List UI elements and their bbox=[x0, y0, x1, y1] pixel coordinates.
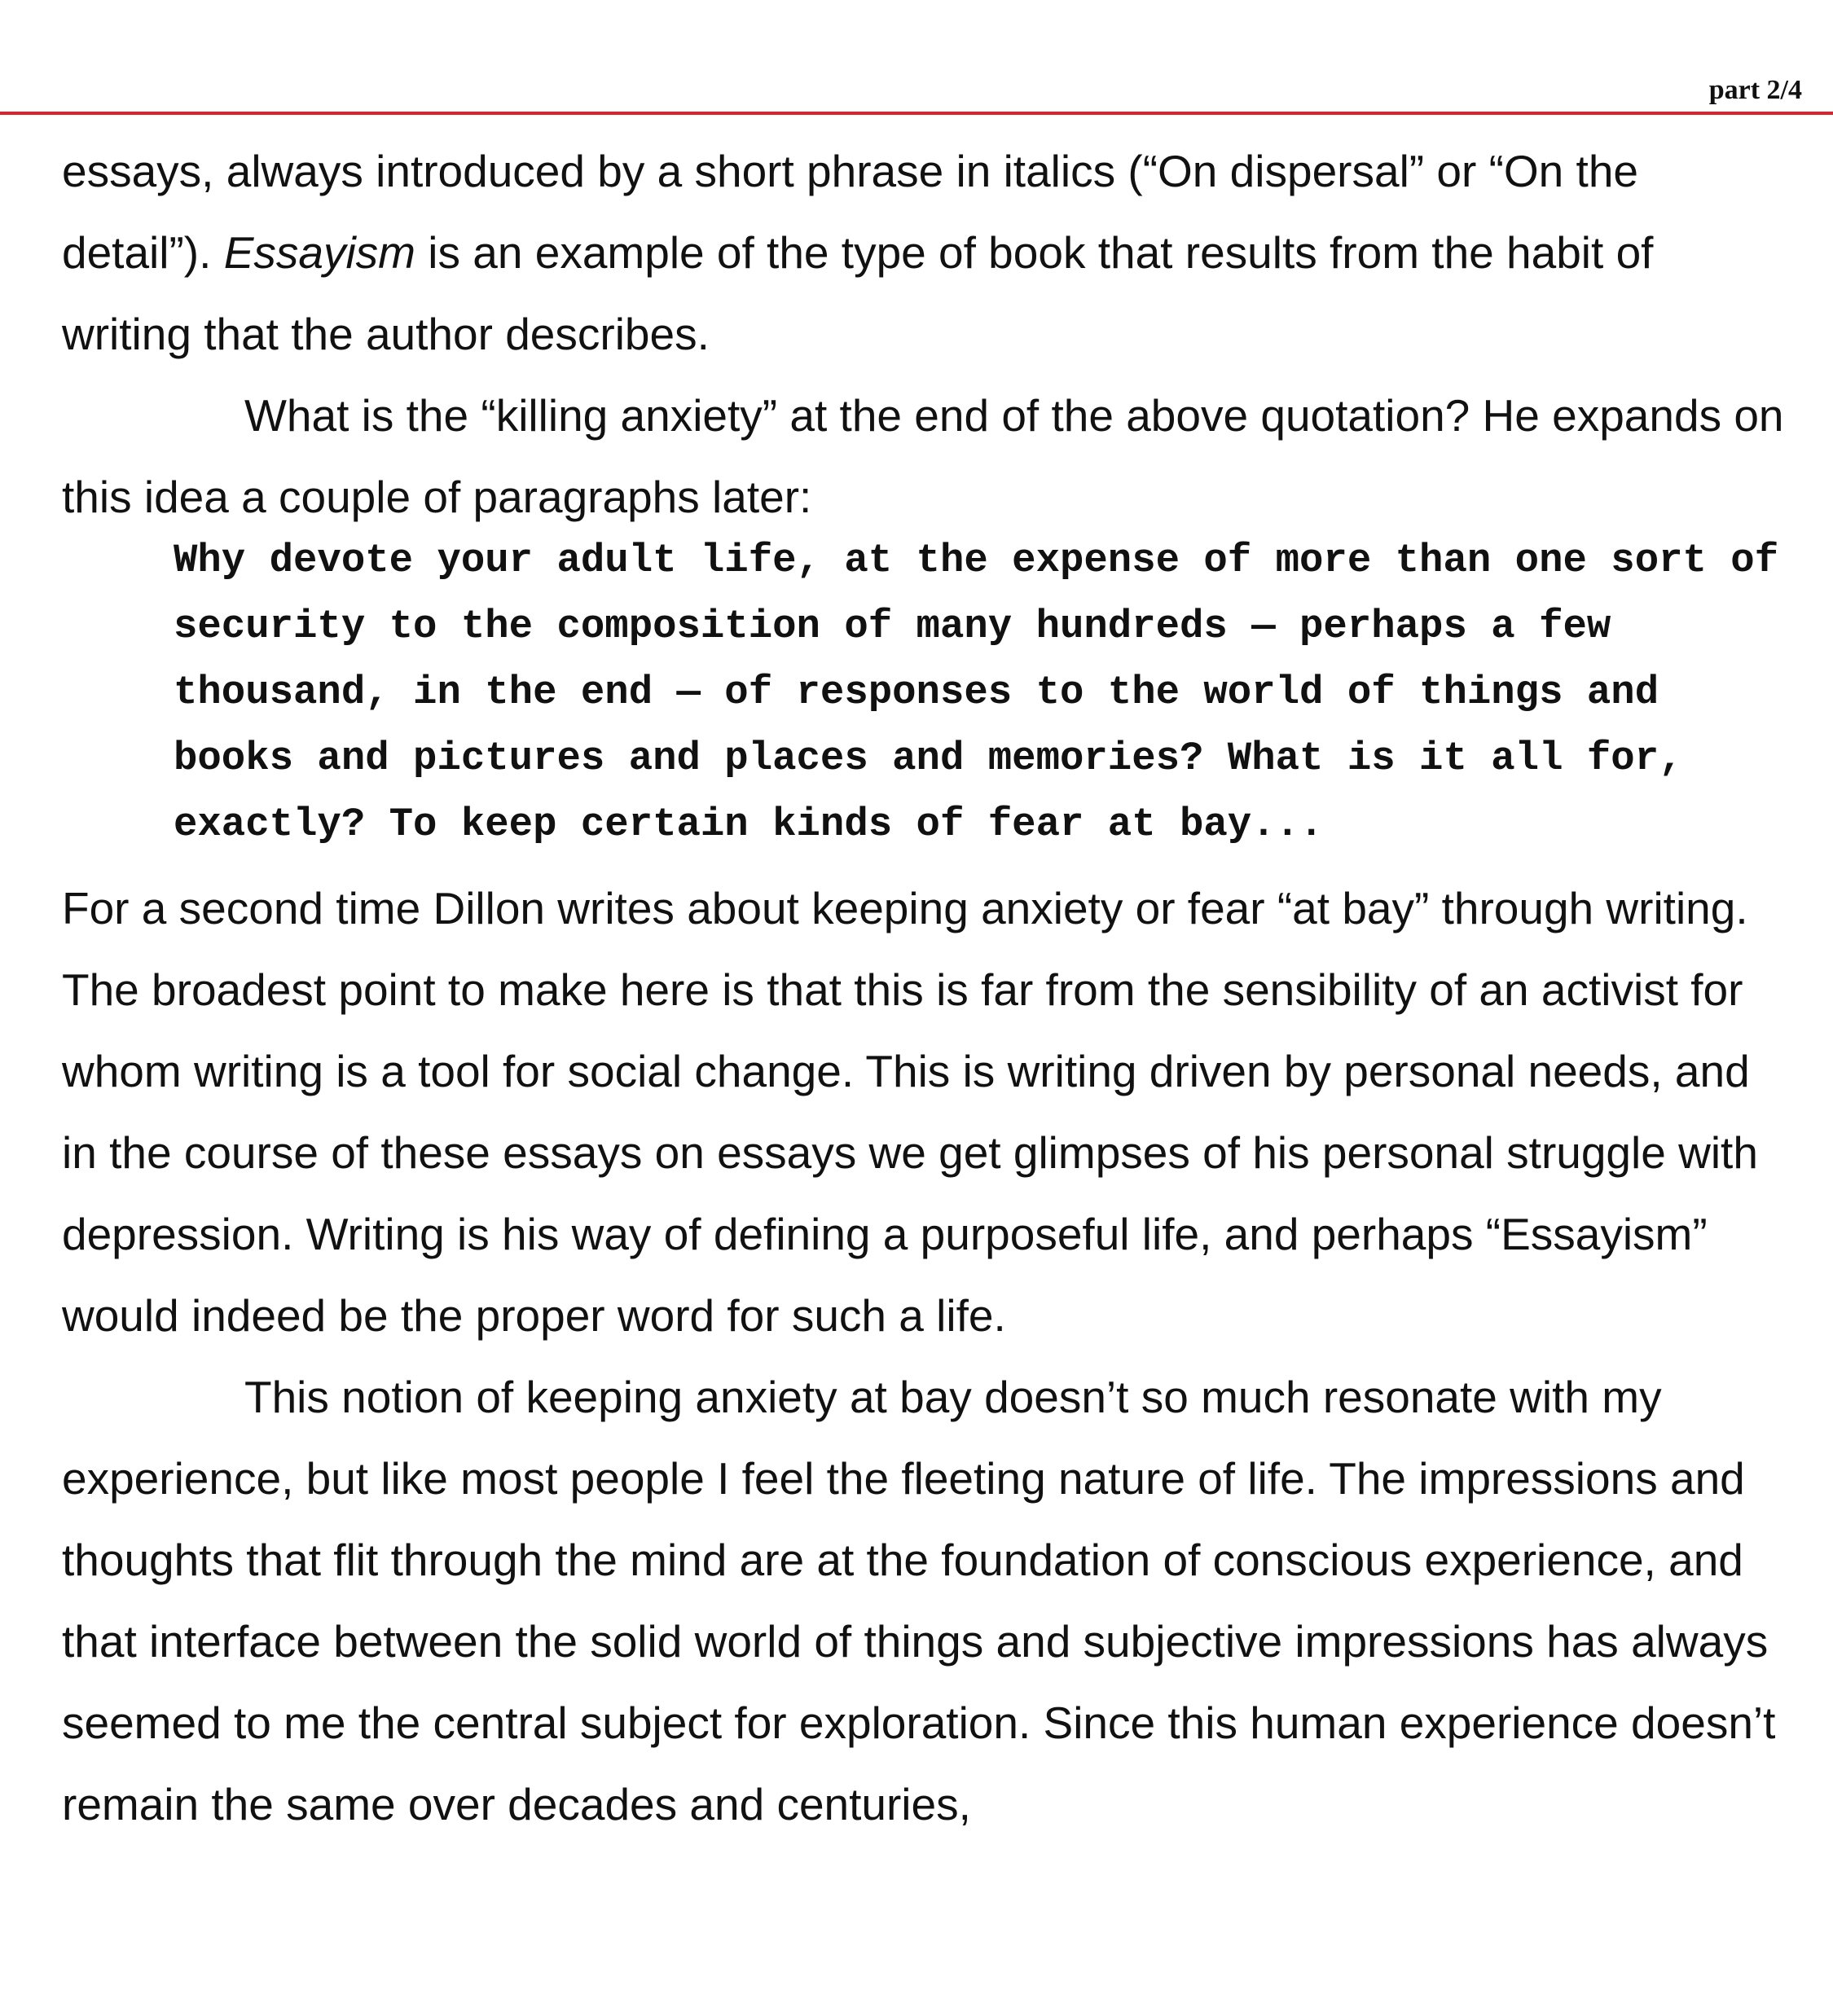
header-rule bbox=[0, 112, 1833, 115]
paragraph-1-text-end: is an example of the type of book that results from the habit of writing that the author describes. bbox=[62, 227, 1654, 359]
paragraph-3: For a second time Dillon writes about keeping anxiety or fear “at bay” through writing. The broadest point to make here is that this is far from the sensibility of an activist for whom writing is a tool for social change. This is writing driven by personal needs, and in the course of these essays on essays we get glimpses of his personal struggle with depression. Writing is his way of defining a purposeful life, and perhaps “Essayism” would indeed be the proper word for such a life. bbox=[62, 883, 1758, 1341]
block-quote: Why devote your adult life, at the expense of more than one sort of security to the composition of many hundreds — perhaps a few thousand, in the end — of responses to the world of things and books and pictures and places and memories? What is it all for, exactly? To keep certain kinds of fear at bay... bbox=[174, 538, 1779, 847]
paragraph-1 bbox=[62, 130, 1789, 375]
paragraph-4: This notion of keeping anxiety at bay doesn’t so much resonate with my experience, but like most people I feel the fleeting nature of life. The impressions and thoughts that flit through the mind are at the foundation of conscious experience, and that interface between the solid world of things and subjective impressions has always seemed to me the central subject for exploration. Since this human experience doesn’t remain the same over decades and centuries, bbox=[62, 1372, 1776, 1829]
page-indicator: part 2/4 bbox=[1708, 75, 1802, 105]
document-body bbox=[62, 130, 1789, 1845]
book-title-italic: Essayism bbox=[223, 227, 415, 278]
paragraph-1-text: essays, always introduced by a short phrase in italics (“On dispersal” or “On the detail”). bbox=[62, 146, 1638, 278]
paragraph-2: What is the “killing anxiety” at the end of the above quotation? He expands on this idea a couple of paragraphs later: bbox=[62, 390, 1784, 522]
